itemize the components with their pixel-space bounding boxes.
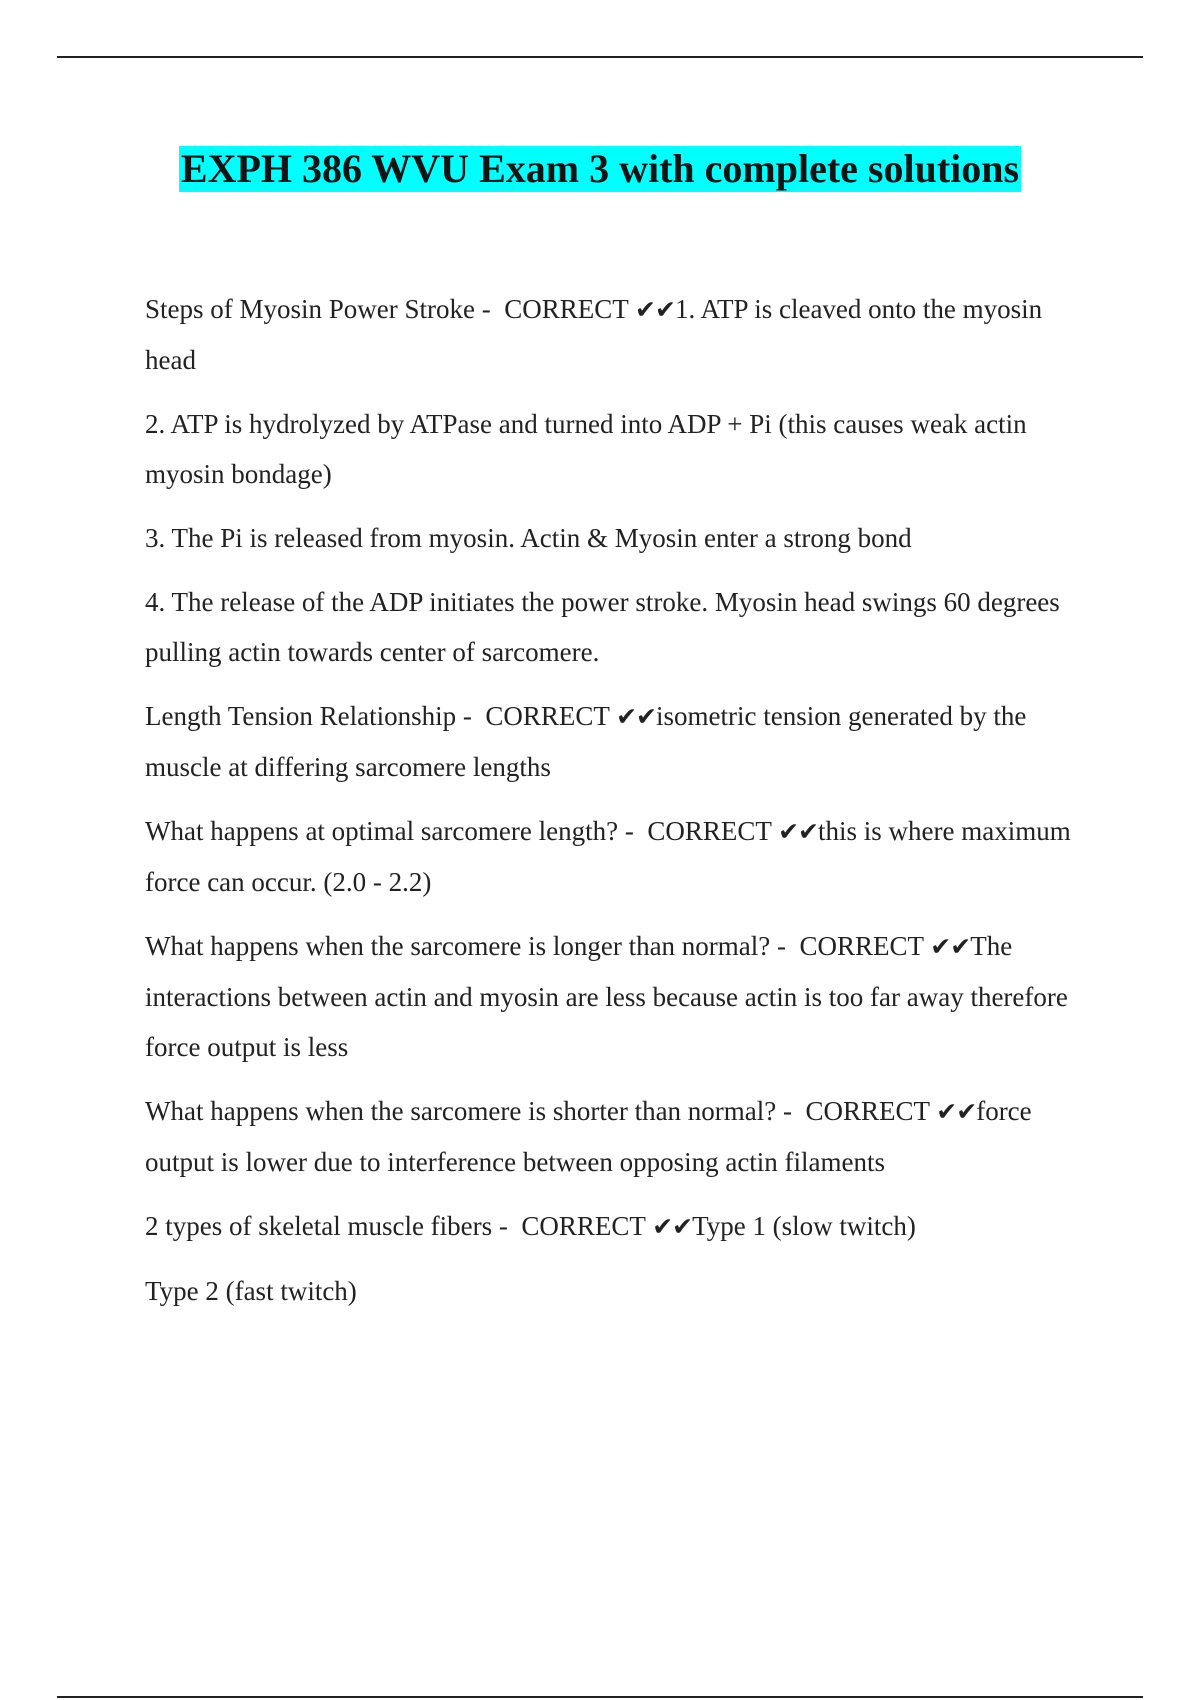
- answer-marker: CORRECT: [799, 931, 924, 961]
- paragraph-text: 2. ATP is hydrolyzed by ATPase and turned into ADP + Pi (this causes weak actin myosin bondage): [145, 409, 1027, 489]
- check-icon: ✔✔: [635, 295, 675, 324]
- answer-text: The interactions between actin and myosin are less because actin is too far away therefore force output is less: [145, 931, 1068, 1062]
- check-icon: ✔✔: [936, 1097, 977, 1126]
- answer-text: isometric tension generated by the muscle at differing sarcomere lengths: [145, 701, 1027, 782]
- document-body: [145, 284, 1090, 1330]
- qa-item-optimal-length: [145, 806, 1090, 907]
- paragraph-text: 4. The release of the ADP initiates the power stroke. Myosin head swings 60 degrees pulling actin towards center of sarcomere.: [145, 587, 1060, 667]
- answer-marker: CORRECT: [805, 1096, 930, 1126]
- title-block: [0, 146, 1200, 192]
- answer-text: 1. ATP is cleaved onto the myosin head: [145, 294, 1043, 375]
- document-title: EXPH 386 WVU Exam 3 with complete solutions: [180, 146, 1020, 191]
- qa-item-fiber-types: [145, 1201, 1090, 1252]
- check-icon: ✔✔: [930, 932, 971, 961]
- list-item-step-3: [145, 513, 1090, 563]
- answer-marker: CORRECT: [521, 1211, 646, 1241]
- paragraph-text: 3. The Pi is released from myosin. Actin & Myosin enter a strong bond: [145, 523, 912, 553]
- paragraph-text: Type 2 (fast twitch): [145, 1276, 357, 1306]
- footer-rule: [57, 1696, 1143, 1698]
- qa-item-length-tension: [145, 691, 1090, 792]
- header-rule: [57, 56, 1143, 58]
- list-item-step-4: [145, 577, 1090, 677]
- question-text: Steps of Myosin Power Stroke -: [145, 294, 491, 324]
- list-item-type-2: [145, 1266, 1090, 1316]
- answer-text: this is where maximum force can occur. (2.0 - 2.2): [145, 816, 1071, 897]
- answer-marker: CORRECT: [504, 294, 629, 324]
- question-text: Length Tension Relationship -: [145, 701, 472, 731]
- qa-item-longer-sarcomere: [145, 921, 1090, 1072]
- answer-marker: CORRECT: [485, 701, 610, 731]
- check-icon: ✔✔: [778, 817, 818, 846]
- list-item-step-2: [145, 399, 1090, 499]
- question-text: What happens at optimal sarcomere length? -: [145, 816, 634, 846]
- check-icon: ✔✔: [652, 1212, 693, 1241]
- qa-item-myosin-power-stroke: [145, 284, 1090, 385]
- question-text: What happens when the sarcomere is shorter than normal? -: [145, 1096, 793, 1126]
- question-text: What happens when the sarcomere is longer than normal? -: [145, 931, 787, 961]
- answer-text: Type 1 (slow twitch): [692, 1211, 916, 1241]
- answer-text: force output is lower due to interference between opposing actin filaments: [145, 1096, 1032, 1177]
- qa-item-shorter-sarcomere: [145, 1086, 1090, 1187]
- question-text: 2 types of skeletal muscle fibers -: [145, 1211, 508, 1241]
- answer-marker: CORRECT: [647, 816, 772, 846]
- check-icon: ✔✔: [616, 702, 657, 731]
